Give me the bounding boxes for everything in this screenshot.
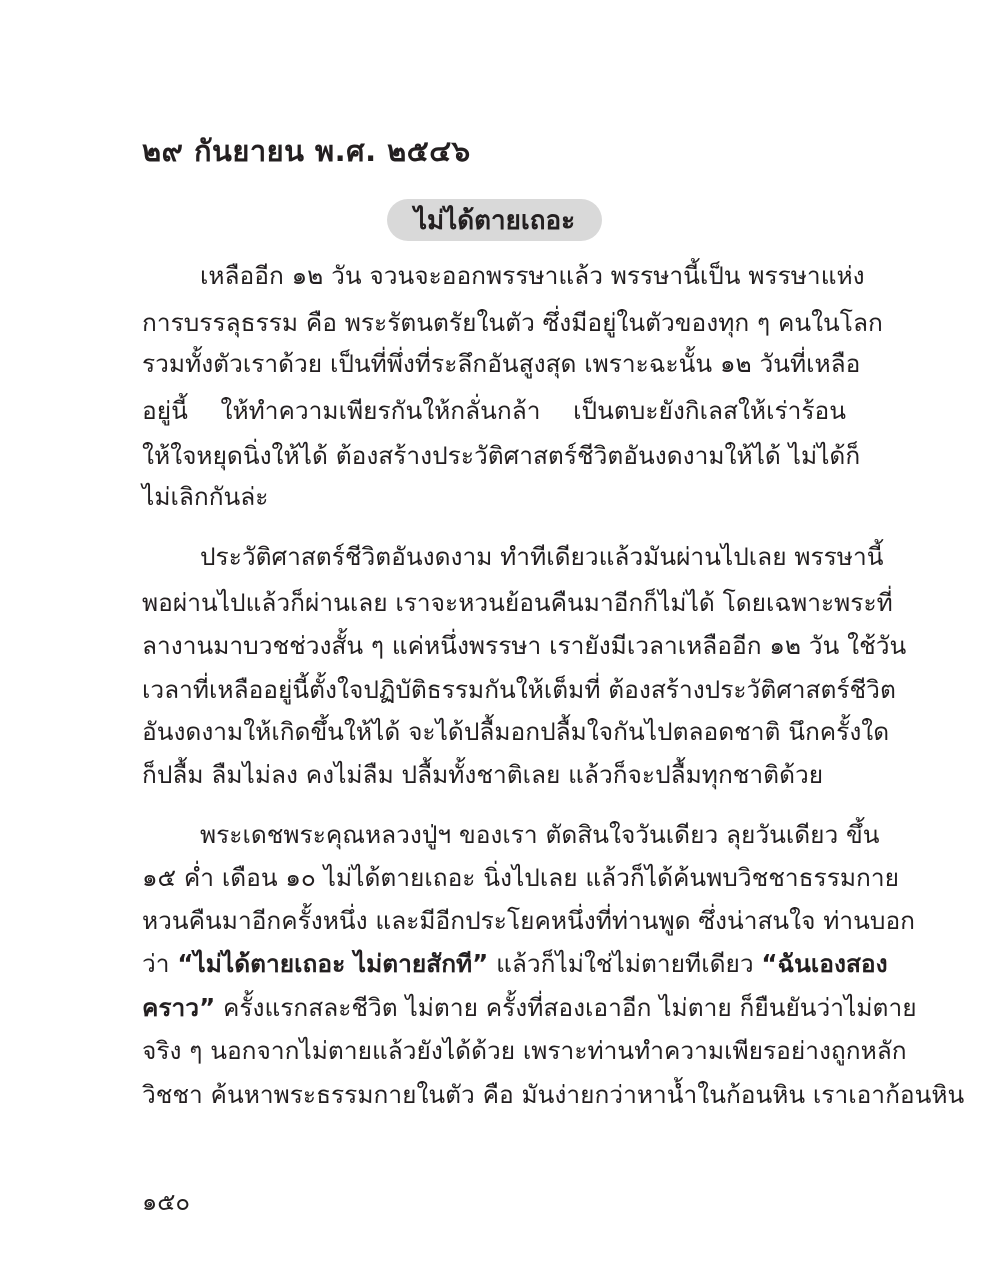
- para3-line: [142, 944, 888, 984]
- para3-line: หวนคืนมาอีกครั้งหนึ่ง และมีอีกประโยคหนึ่งที่ท่านพูด ซึ่งน่าสนใจ ท่านบอก: [142, 906, 916, 935]
- para1-line: ให้ใจหยุดนิ่งให้ได้ ต้องสร้างประวัติศาสตร์ชีวิตอันงดงามให้ได้ ไม่ได้ก็: [142, 441, 861, 470]
- para1-line: การบรรลุธรรม คือ พระรัตนตรัยในตัว ซึ่งมีอยู่ในตัวของทุก ๆ คนในโลก: [142, 308, 883, 337]
- para3-text: ครั้งแรกสละชีวิต ไม่ตาย ครั้งที่สองเอาอีก ไม่ตาย ก็ยืนยันว่าไม่ตาย: [215, 993, 917, 1022]
- para3-quote: คราว”: [142, 993, 216, 1022]
- para2-line: พอผ่านไปแล้วก็ผ่านเลย เราจะหวนย้อนคืนมาอีกก็ไม่ได้ โดยเฉพาะพระที่: [142, 588, 893, 617]
- para2-line: ก็ปลื้ม ลืมไม่ลง คงไม่ลืม ปลื้มทั้งชาติเลย แล้วก็จะปลื้มทุกชาติด้วย: [142, 760, 824, 789]
- para3-text: แล้วก็ไม่ใช่ไม่ตายทีเดียว: [488, 949, 762, 978]
- para2-line: ลางานมาบวชช่วงสั้น ๆ แค่หนึ่งพรรษา เรายังมีเวลาเหลืออีก ๑๒ วัน ใช้วัน: [142, 631, 907, 660]
- para3-line: พระเดชพระคุณหลวงปู่ฯ ของเรา ตัดสินใจวันเดียว ลุยวันเดียว ขึ้น: [200, 820, 880, 849]
- para2-line: ประวัติศาสตร์ชีวิตอันงดงาม ทำทีเดียวแล้วมันผ่านไปเลย พรรษานี้: [200, 542, 884, 571]
- para1-line: เหลืออีก ๑๒ วัน จวนจะออกพรรษาแล้ว พรรษานี้เป็น พรรษาแห่ง: [200, 261, 865, 290]
- para2-line: เวลาที่เหลืออยู่นี้ตั้งใจปฏิบัติธรรมกันให้เต็มที่ ต้องสร้างประวัติศาสตร์ชีวิต: [142, 675, 896, 704]
- para1-line: ไม่เลิกกันล่ะ: [142, 482, 269, 511]
- page-number: ๑๕๐: [142, 1188, 191, 1216]
- para1-line: รวมทั้งตัวเราด้วย เป็นที่พึ่งที่ระลึกอันสูงสุด เพราะฉะนั้น ๑๒ วันที่เหลือ: [142, 349, 861, 378]
- para3-quote: “ฉันเองสอง: [761, 949, 888, 978]
- chapter-title: ไม่ได้ตายเถอะ: [387, 199, 602, 241]
- para1-line: อยู่นี้ ให้ทำความเพียรกันให้กลั่นกล้า เป็นตบะยังกิเลสให้เร่าร้อน: [142, 396, 846, 425]
- para3-quote: “ไม่ได้ตายเถอะ ไม่ตายสักที”: [177, 949, 489, 978]
- para3-line: วิชชา ค้นหาพระธรรมกายในตัว คือ มันง่ายกว่าหาน้ำในก้อนหิน เราเอาก้อนหิน: [142, 1080, 965, 1109]
- para3-line: จริง ๆ นอกจากไม่ตายแล้วยังได้ด้วย เพราะท่านทำความเพียรอย่างถูกหลัก: [142, 1036, 907, 1065]
- para2-line: อันงดงามให้เกิดขึ้นให้ได้ จะได้ปลื้มอกปลื้มใจกันไปตลอดชาติ นึกครั้งใด: [142, 717, 890, 746]
- para3-line: [142, 988, 917, 1028]
- chapter-date: ๒๙ กันยายน พ.ศ. ๒๕๔๖: [142, 134, 471, 168]
- para3-text: ว่า: [142, 949, 178, 978]
- para3-line: ๑๕ ค่ำ เดือน ๑๐ ไม่ได้ตายเถอะ นิ่งไปเลย แล้วก็ได้ค้นพบวิชชาธรรมกาย: [142, 863, 899, 892]
